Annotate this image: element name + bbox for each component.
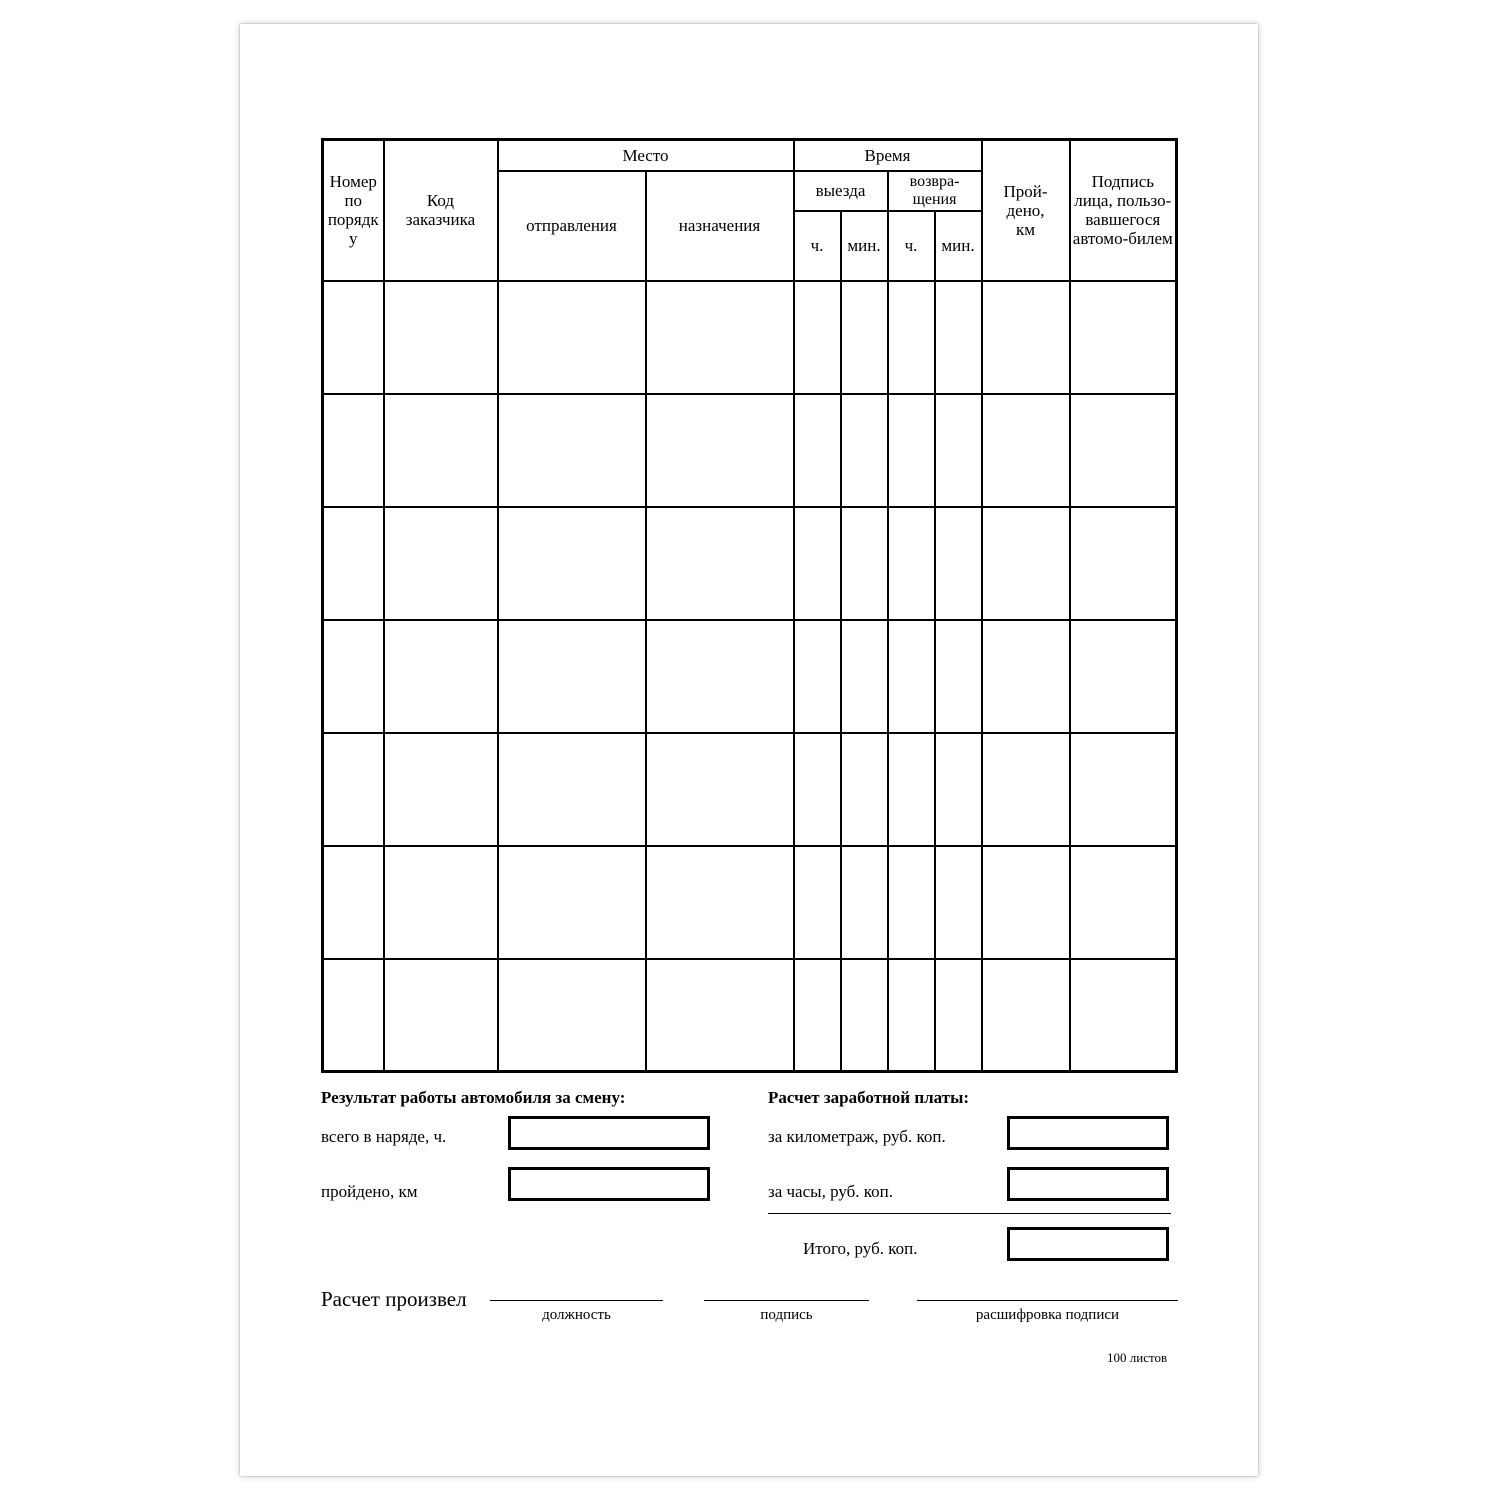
table-cell[interactable] <box>384 959 498 1072</box>
total-hours-label: всего в наряде, ч. <box>321 1127 447 1146</box>
table-row <box>323 733 1177 846</box>
header-number-label: Номер по порядку <box>327 172 379 249</box>
hours-pay-label: за часы, руб. коп. <box>768 1182 894 1201</box>
table-cell[interactable] <box>888 620 935 733</box>
table-cell[interactable] <box>646 394 794 507</box>
salary-total-label: Итого, руб. коп. <box>803 1239 918 1258</box>
table-cell[interactable] <box>794 620 841 733</box>
salary-total-field[interactable] <box>1007 1227 1169 1261</box>
table-cell[interactable] <box>888 507 935 620</box>
header-depart-hours: ч. <box>794 211 841 281</box>
header-place-to: назначения <box>646 171 794 281</box>
results-title: Результат работы автомобиля за смену: <box>321 1088 626 1107</box>
table-cell[interactable] <box>1070 846 1177 959</box>
hours-pay-field[interactable] <box>1007 1167 1169 1201</box>
table-cell[interactable] <box>498 507 646 620</box>
table-cell[interactable] <box>982 733 1070 846</box>
header-time-return <box>888 171 982 211</box>
table-cell[interactable] <box>982 846 1070 959</box>
table-cell[interactable] <box>1070 394 1177 507</box>
header-signature <box>1070 140 1177 281</box>
table-body <box>323 281 1177 1072</box>
table-cell[interactable] <box>841 394 888 507</box>
table-row <box>323 281 1177 394</box>
table-cell[interactable] <box>794 507 841 620</box>
header-return-minutes: мин. <box>935 211 982 281</box>
table-cell[interactable] <box>323 394 384 507</box>
header-time-depart: выезда <box>794 171 888 211</box>
table-cell[interactable] <box>323 959 384 1072</box>
table-cell[interactable] <box>1070 620 1177 733</box>
decoding-line[interactable] <box>917 1300 1178 1301</box>
table-cell[interactable] <box>794 959 841 1072</box>
table-cell[interactable] <box>935 959 982 1072</box>
table-cell[interactable] <box>794 281 841 394</box>
table-cell[interactable] <box>982 281 1070 394</box>
table-cell[interactable] <box>888 733 935 846</box>
table-row <box>323 846 1177 959</box>
table-cell[interactable] <box>982 394 1070 507</box>
header-return-hours: ч. <box>888 211 935 281</box>
mileage-pay-label: за километраж, руб. коп. <box>768 1127 946 1146</box>
header-number <box>323 140 384 281</box>
table-cell[interactable] <box>841 846 888 959</box>
distance-label: пройдено, км <box>321 1182 418 1201</box>
table-cell[interactable] <box>384 733 498 846</box>
table-cell[interactable] <box>888 394 935 507</box>
table-cell[interactable] <box>841 281 888 394</box>
table-cell[interactable] <box>498 846 646 959</box>
table-cell[interactable] <box>935 620 982 733</box>
table-cell[interactable] <box>1070 959 1177 1072</box>
calculated-by-label: Расчет произвел <box>321 1287 467 1311</box>
table-cell[interactable] <box>323 281 384 394</box>
table-cell[interactable] <box>935 507 982 620</box>
header-depart-minutes: мин. <box>841 211 888 281</box>
table-cell[interactable] <box>794 733 841 846</box>
table-cell[interactable] <box>323 846 384 959</box>
table-cell[interactable] <box>498 733 646 846</box>
header-customer-code-label: Код заказчика <box>405 191 476 230</box>
table-cell[interactable] <box>888 959 935 1072</box>
table-cell[interactable] <box>323 507 384 620</box>
table-row <box>323 959 1177 1072</box>
table-cell[interactable] <box>841 733 888 846</box>
table-cell[interactable] <box>794 394 841 507</box>
total-hours-field[interactable] <box>508 1116 710 1150</box>
table-row <box>323 394 1177 507</box>
table-cell[interactable] <box>935 846 982 959</box>
salary-divider <box>768 1213 1171 1214</box>
table-cell[interactable] <box>498 620 646 733</box>
table-cell[interactable] <box>646 846 794 959</box>
table-cell[interactable] <box>841 507 888 620</box>
table-cell[interactable] <box>794 846 841 959</box>
table-cell[interactable] <box>1070 733 1177 846</box>
table-row <box>323 507 1177 620</box>
header-place-from: отправления <box>498 171 646 281</box>
trip-log-table <box>321 138 1178 1073</box>
header-signature-label: Подпись лица, пользо-вавшегося автомо-билем <box>1072 172 1173 249</box>
table-cell[interactable] <box>498 959 646 1072</box>
table-cell[interactable] <box>646 507 794 620</box>
mileage-pay-field[interactable] <box>1007 1116 1169 1150</box>
table-cell[interactable] <box>1070 281 1177 394</box>
table-cell[interactable] <box>888 846 935 959</box>
table-cell[interactable] <box>646 281 794 394</box>
header-distance <box>982 140 1070 281</box>
table-cell[interactable] <box>841 959 888 1072</box>
table-cell[interactable] <box>384 846 498 959</box>
table-cell[interactable] <box>982 959 1070 1072</box>
table-cell[interactable] <box>841 620 888 733</box>
table-cell[interactable] <box>888 281 935 394</box>
table-cell[interactable] <box>498 281 646 394</box>
header-customer-code <box>384 140 498 281</box>
sheet-count: 100 листов <box>1107 1350 1168 1365</box>
table-cell[interactable] <box>646 733 794 846</box>
decoding-caption: расшифровка подписи <box>975 1307 1120 1323</box>
table-cell[interactable] <box>982 620 1070 733</box>
table-cell[interactable] <box>498 394 646 507</box>
table-cell[interactable] <box>646 620 794 733</box>
position-caption: должность <box>542 1307 611 1323</box>
table-cell[interactable] <box>1070 507 1177 620</box>
header-distance-label: Прой-дено, км <box>1003 181 1048 239</box>
distance-field[interactable] <box>508 1167 710 1201</box>
table-cell[interactable] <box>384 620 498 733</box>
signature-caption: подпись <box>760 1307 813 1323</box>
table-cell[interactable] <box>323 620 384 733</box>
table-cell[interactable] <box>935 281 982 394</box>
header-place: Место <box>498 140 794 171</box>
table-cell[interactable] <box>384 507 498 620</box>
table-cell[interactable] <box>646 959 794 1072</box>
salary-title: Расчет заработной платы: <box>768 1088 970 1107</box>
table-cell[interactable] <box>982 507 1070 620</box>
table-cell[interactable] <box>384 394 498 507</box>
position-line[interactable] <box>490 1300 663 1301</box>
header-time: Время <box>794 140 982 171</box>
table-cell[interactable] <box>323 733 384 846</box>
table-cell[interactable] <box>935 394 982 507</box>
table-cell[interactable] <box>935 733 982 846</box>
signature-line[interactable] <box>704 1300 869 1301</box>
table-row <box>323 620 1177 733</box>
header-time-return-label: возвра-щения <box>909 172 960 208</box>
table-cell[interactable] <box>384 281 498 394</box>
